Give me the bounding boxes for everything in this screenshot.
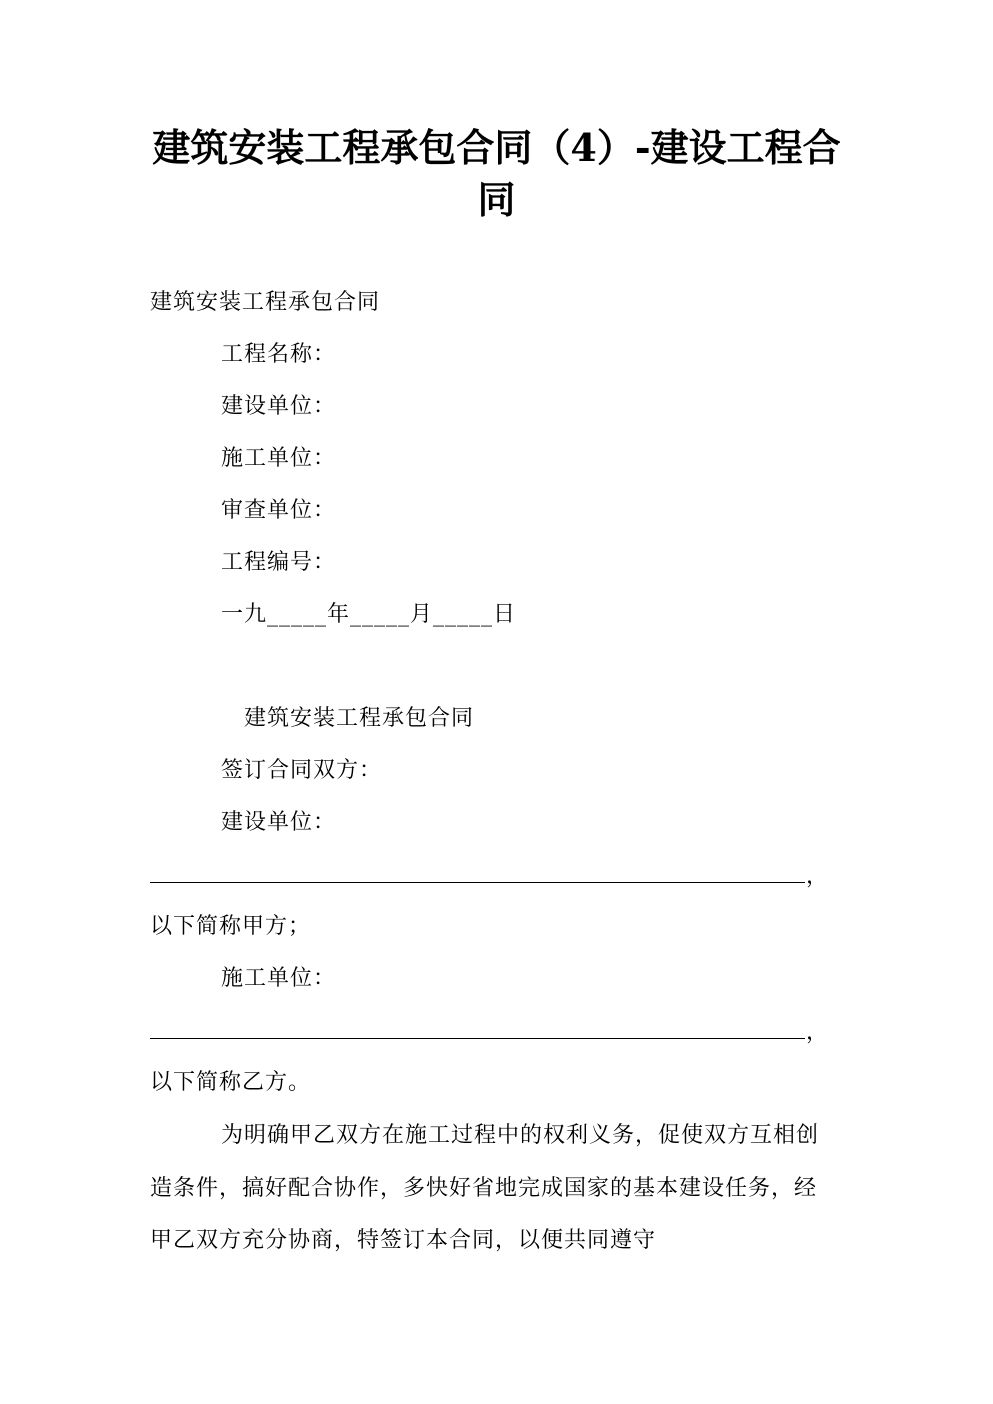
party-b-alias: 以下简称乙方。: [150, 1070, 312, 1095]
party-a-fill-line: [150, 882, 805, 883]
party-a-alias: 以下简称甲方；: [150, 914, 312, 939]
party-b-fill-line: [150, 1038, 805, 1039]
contract-heading: 建筑安装工程承包合同: [244, 706, 475, 731]
party-a-label: 建设单位：: [221, 810, 337, 835]
contract-parties-label: 签订合同双方：: [221, 758, 383, 783]
project-name-label: 工程名称：: [221, 342, 337, 367]
party-b-comma: ，: [806, 1020, 829, 1045]
document-title-line-1: 建筑安装工程承包合同（4）-建设工程合: [152, 125, 841, 170]
review-unit-label: 审查单位：: [221, 498, 337, 523]
document-title-line-2: 同: [477, 177, 516, 222]
project-number-label: 工程编号：: [221, 550, 337, 575]
contractor-unit-label: 施工单位：: [221, 446, 337, 471]
paragraph-line-2: 造条件，搞好配合协作，多快好省地完成国家的基本建设任务，经: [150, 1176, 818, 1201]
party-a-comma: ，: [806, 864, 829, 889]
date-line: 一九_____年_____月_____日: [221, 602, 517, 627]
paragraph-line-1: 为明确甲乙双方在施工过程中的权利义务，促使双方互相创: [221, 1123, 820, 1148]
cover-heading: 建筑安装工程承包合同: [150, 290, 381, 315]
paragraph-line-3: 甲乙双方充分协商，特签订本合同，以便共同遵守: [150, 1228, 657, 1253]
party-b-label: 施工单位：: [221, 966, 337, 991]
construction-unit-label: 建设单位：: [221, 394, 337, 419]
